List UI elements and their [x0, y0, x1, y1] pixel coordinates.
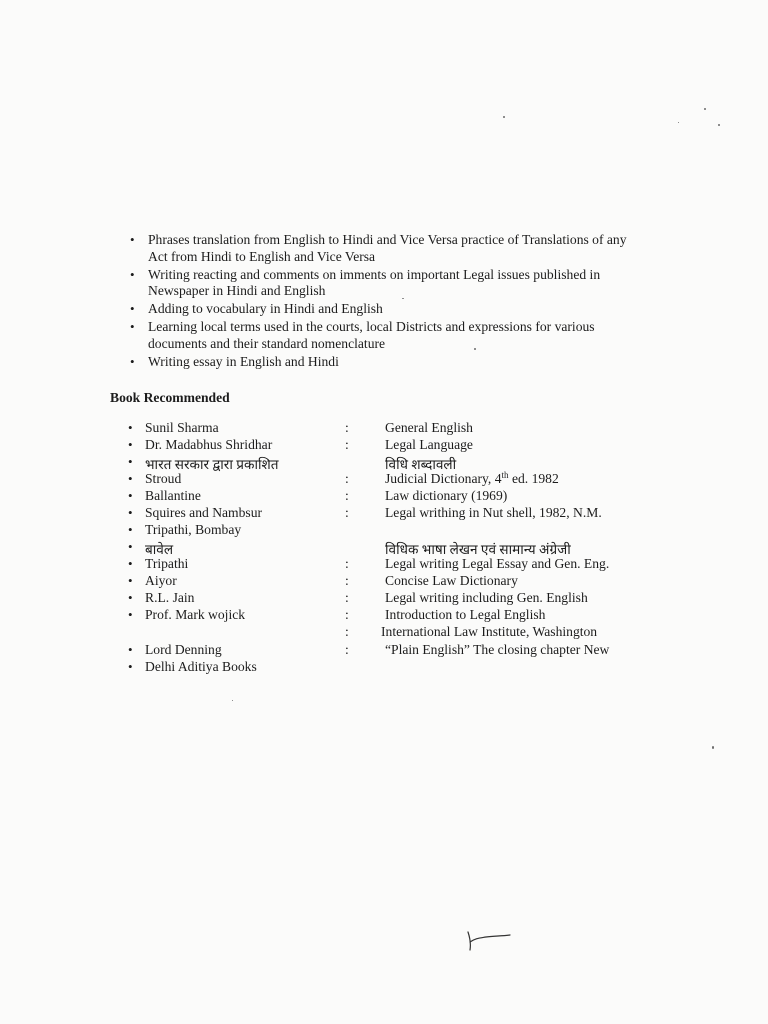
- book-author: भारत सरकार द्वारा प्रकाशित: [145, 457, 279, 472]
- book-row: [128, 420, 688, 437]
- book-author: Lord Denning: [145, 642, 222, 657]
- book-author: R.L. Jain: [145, 590, 195, 605]
- book-row: [128, 539, 688, 556]
- book-author: Tripathi, Bombay: [145, 522, 242, 537]
- book-title: International Law Institute, Washington: [381, 624, 598, 639]
- book-author: Sunil Sharma: [145, 420, 219, 435]
- book-author: Stroud: [145, 471, 182, 486]
- book-row: [128, 488, 688, 505]
- book-author: Delhi Aditiya Books: [145, 659, 257, 674]
- book-list: [128, 420, 688, 676]
- scan-speck: [678, 122, 679, 123]
- scan-speck: [503, 116, 505, 118]
- scan-speck: [402, 298, 404, 299]
- separator: :: [345, 420, 349, 435]
- book-author: Aiyor: [145, 573, 177, 588]
- book-row: [128, 556, 688, 573]
- book-author: Tripathi: [145, 556, 189, 571]
- separator: :: [345, 624, 349, 639]
- book-row: [128, 659, 688, 676]
- signature-mark: [466, 924, 512, 952]
- book-row: [128, 607, 688, 624]
- separator: :: [345, 607, 349, 622]
- separator: :: [345, 590, 349, 605]
- separator: :: [345, 471, 349, 486]
- bullet-mark: •: [128, 539, 133, 554]
- list-item: • Phrases translation from English to Hindi and Vice Versa practice of Translations of any Act from Hindi to English and Vice Versa: [128, 232, 648, 265]
- bullet-mark: •: [128, 642, 133, 657]
- scan-speck: [704, 108, 706, 110]
- title-text: Judicial Dictionary, 4: [385, 471, 502, 486]
- book-author: बावेल: [145, 542, 174, 557]
- book-author: Dr. Madabhus Shridhar: [145, 437, 273, 452]
- book-title: Legal writhing in Nut shell, 1982, N.M.: [385, 505, 602, 520]
- bullet-mark: •: [128, 556, 133, 571]
- book-author: Ballantine: [145, 488, 201, 503]
- bullet-mark: •: [128, 522, 133, 537]
- bullet-mark: •: [128, 420, 133, 435]
- scan-speck: [718, 124, 720, 126]
- book-title: Introduction to Legal English: [385, 607, 546, 622]
- book-title: Legal writing including Gen. English: [385, 590, 588, 605]
- book-title: Law dictionary (1969): [385, 488, 508, 503]
- book-row: [128, 454, 688, 471]
- separator: :: [345, 642, 349, 657]
- practice-topics-list: [128, 232, 648, 372]
- book-title: General English: [385, 420, 473, 435]
- scan-speck: [232, 700, 233, 701]
- ordinal-suffix: th: [501, 470, 509, 480]
- book-title: विधि शब्दावली: [385, 457, 457, 472]
- bullet-mark: •: [128, 471, 133, 486]
- book-title: [385, 471, 559, 487]
- book-row: [128, 471, 688, 488]
- list-item: • Adding to vocabulary in Hindi and English: [128, 301, 648, 318]
- separator: :: [345, 556, 349, 571]
- separator: :: [345, 437, 349, 452]
- book-row: [128, 642, 688, 659]
- bullet-mark: •: [128, 437, 133, 452]
- bullet-mark: •: [128, 607, 133, 622]
- bullet-mark: •: [128, 573, 133, 588]
- book-row: [128, 505, 688, 522]
- bullet-mark: •: [128, 454, 133, 469]
- bullet-mark: •: [128, 590, 133, 605]
- separator: :: [345, 488, 349, 503]
- separator: :: [345, 573, 349, 588]
- section-heading: Book Recommended: [110, 390, 230, 405]
- book-row: [128, 437, 688, 454]
- scan-speck: [712, 746, 714, 749]
- book-title: Concise Law Dictionary: [385, 573, 518, 588]
- book-author: Squires and Nambsur: [145, 505, 263, 520]
- bullet-mark: •: [128, 659, 133, 674]
- bullet-mark: •: [128, 505, 133, 520]
- scan-speck: [474, 348, 476, 350]
- list-item: • Writing essay in English and Hindi: [128, 354, 648, 371]
- list-item: • Writing reacting and comments on imments on important Legal issues published in Newspaper in Hindi and English: [128, 267, 648, 300]
- list-item: • Learning local terms used in the courts, local Districts and expressions for various documents and their standard nomenclature: [128, 319, 648, 352]
- book-row: [128, 573, 688, 590]
- book-author: Prof. Mark wojick: [145, 607, 246, 622]
- separator: :: [345, 505, 349, 520]
- book-row: [128, 590, 688, 607]
- book-row: [128, 624, 688, 641]
- book-title: “Plain English” The closing chapter New: [385, 642, 610, 657]
- book-title: Legal Language: [385, 437, 473, 452]
- title-text: ed. 1982: [508, 471, 559, 486]
- book-title: विधिक भाषा लेखन एवं सामान्य अंग्रेजी: [385, 542, 571, 557]
- book-row: [128, 522, 688, 539]
- book-title: Legal writing Legal Essay and Gen. Eng.: [385, 556, 610, 571]
- bullet-mark: •: [128, 488, 133, 503]
